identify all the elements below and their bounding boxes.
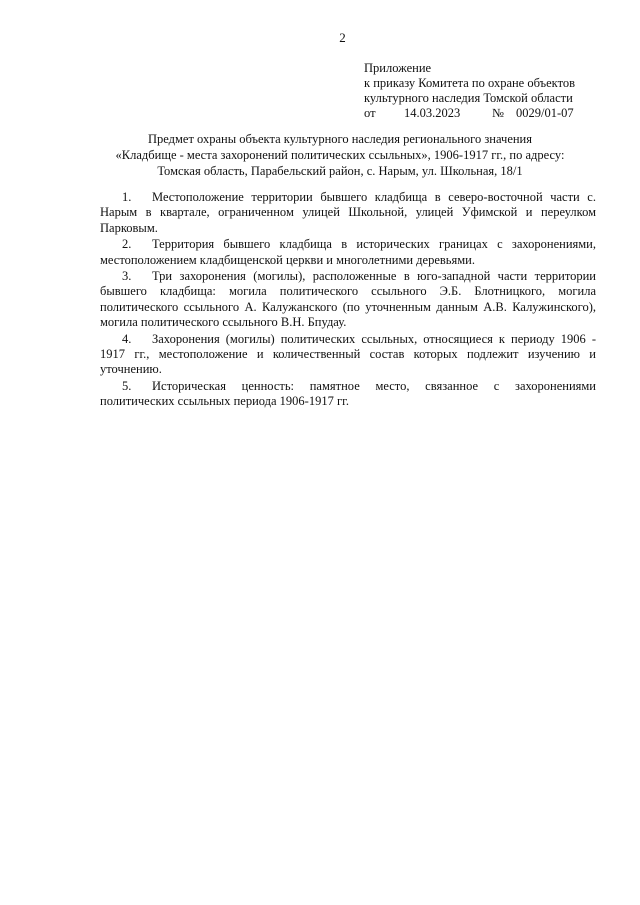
item-number: 5. <box>122 378 132 393</box>
item-number: 3. <box>122 269 132 284</box>
appendix-line-1: к приказу Комитета по охране объектов <box>364 76 576 90</box>
appendix-title: Приложение <box>364 61 432 75</box>
items-list <box>100 190 596 411</box>
item-text: Территория бывшего кладбища в исторических границах с захоронениями, местоположением кладбищенской церкви и многолетними деревьями. <box>100 237 596 267</box>
appendix-line-2: культурного наследия Томской области <box>364 91 573 105</box>
subject-line-3: Томская область, Парабельский район, с. Нарым, ул. Школьная, 18/1 <box>157 164 523 178</box>
order-date: 14.03.2023 <box>404 106 461 120</box>
list-item <box>100 237 596 268</box>
order-number: 0029/01-07 <box>516 106 574 120</box>
appendix-date-row <box>364 106 604 121</box>
list-item <box>100 332 596 378</box>
number-label: № <box>492 106 504 120</box>
list-item <box>100 190 596 236</box>
item-text: Местоположение территории бывшего кладбища в северо-восточной части с. Нарым в квартале, ограниченном улицей Школьной, улицей Уфимской и переулком Парковым. <box>100 190 596 235</box>
page-number: 2 <box>339 30 346 45</box>
item-number: 1. <box>122 190 132 204</box>
subject-heading <box>90 131 590 179</box>
list-item <box>100 379 596 410</box>
item-text: Три захоронения (могилы), расположенные в юго-западной части территории бывшего кладбища: могила политического ссыльного Э.Б. Блотницкого, могила политического ссыльного А. Калужанского (по уточненным данным А.В. Калужинского), могила политического ссыльного В.Н. Бпудау. <box>100 269 596 330</box>
item-number: 4. <box>122 331 132 346</box>
subject-line-1: Предмет охраны объекта культурного наследия регионального значения <box>147 132 532 146</box>
list-item <box>100 269 596 331</box>
item-number: 2. <box>122 237 132 252</box>
from-label: от <box>364 106 376 120</box>
appendix-block <box>364 61 604 121</box>
subject-line-2: «Кладбище - места захоронений политических ссыльных», 1906-1917 гг., по адресу: <box>115 148 565 162</box>
item-text: Захоронения (могилы) политических ссыльных, относящиеся к периоду 1906 - 1917 гг., местоположение и количественный состав которых подлежит изучению и уточнению. <box>100 331 596 377</box>
item-text: Историческая ценность: памятное место, связанное с захоронениями политических ссыльных периода 1906-1917 гг. <box>100 378 596 409</box>
